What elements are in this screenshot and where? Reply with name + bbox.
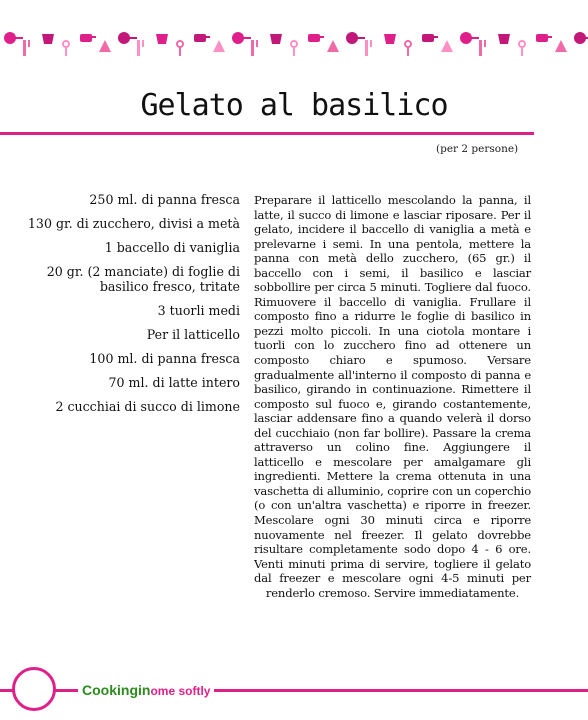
- ingredient-list: [14, 192, 240, 423]
- ingredient-item: 2 cucchiai di succo di limone: [55, 399, 240, 414]
- ingredient-item: 3 tuorli medi: [157, 303, 240, 318]
- ingredient-item: 70 ml. di latte intero: [108, 375, 240, 390]
- ingredient-subheading: Per il latticello: [146, 327, 240, 342]
- ingredient-item: 250 ml. di panna fresca: [89, 192, 240, 207]
- site-logo: [78, 678, 214, 702]
- servings-note: (per 2 persone): [436, 143, 519, 155]
- logo-word-cooking: Cooking: [82, 682, 138, 698]
- recipe-title: Gelato al basilico: [140, 88, 448, 123]
- instructions-text: Preparare il latticello mescolando la panna, il latte, il succo di limone e lasciar riposare. Per il gelato, incidere il baccello di vaniglia a metà e prelevarne i semi. In una pentola, mettere la panna con metà dello zucchero, (65 gr.) il baccello con i semi, il basilico e lasciar sobbollire per circa 5 minuti. Togliere dal fuoco. Rimuovere il baccello di vaniglia. Frullare il composto fino a ridurre le foglie di basilico in pezzi molto piccoli. In una ciotola montare i tuorli con lo zucchero fino ad ottenere un composto chiaro e spumoso. Versare gradualmente all'interno il composto di panna e basilico, girando in continuazione. Rimettere il composto sul fuoco e, girando costantemente, lasciar addensare fino a quando velerà il dorso del cucchiaio (non far bollire). Passare la crema attraverso un colino fine. Aggiungere il latticello e mescolare per amalgamare gli ingredienti. Mettere la crema ottenuta in una vaschetta di alluminio, coprire con un coperchio (o con un'altra vaschetta) e riporre in freezer. Mescolare ogni 30 minuti circa e riporre nuovamente nel freezer. Il gelato dovrebbe risultare completamente sodo dopo 4 - 6 ore. Venti minuti prima di servire, togliere il gelato dal freezer e mescolare ogni 4-5 minuti per renderlo cremoso. Servire immediatamente.: [254, 193, 531, 600]
- logo-word-home: ome softly: [150, 684, 211, 698]
- ingredient-item: 100 ml. di panna fresca: [89, 351, 240, 366]
- footer-circle-icon: [12, 667, 56, 711]
- logo-word-in: in: [138, 682, 151, 698]
- kitchen-utensils-pattern-icon: [0, 20, 588, 58]
- title-divider: [0, 132, 534, 135]
- ingredient-item: 1 baccello di vaniglia: [104, 240, 240, 255]
- ingredient-item: 20 gr. (2 manciate) di foglie di basilico fresco, tritate: [46, 264, 240, 294]
- ingredient-item: 130 gr. di zucchero, divisi a metà: [27, 216, 240, 231]
